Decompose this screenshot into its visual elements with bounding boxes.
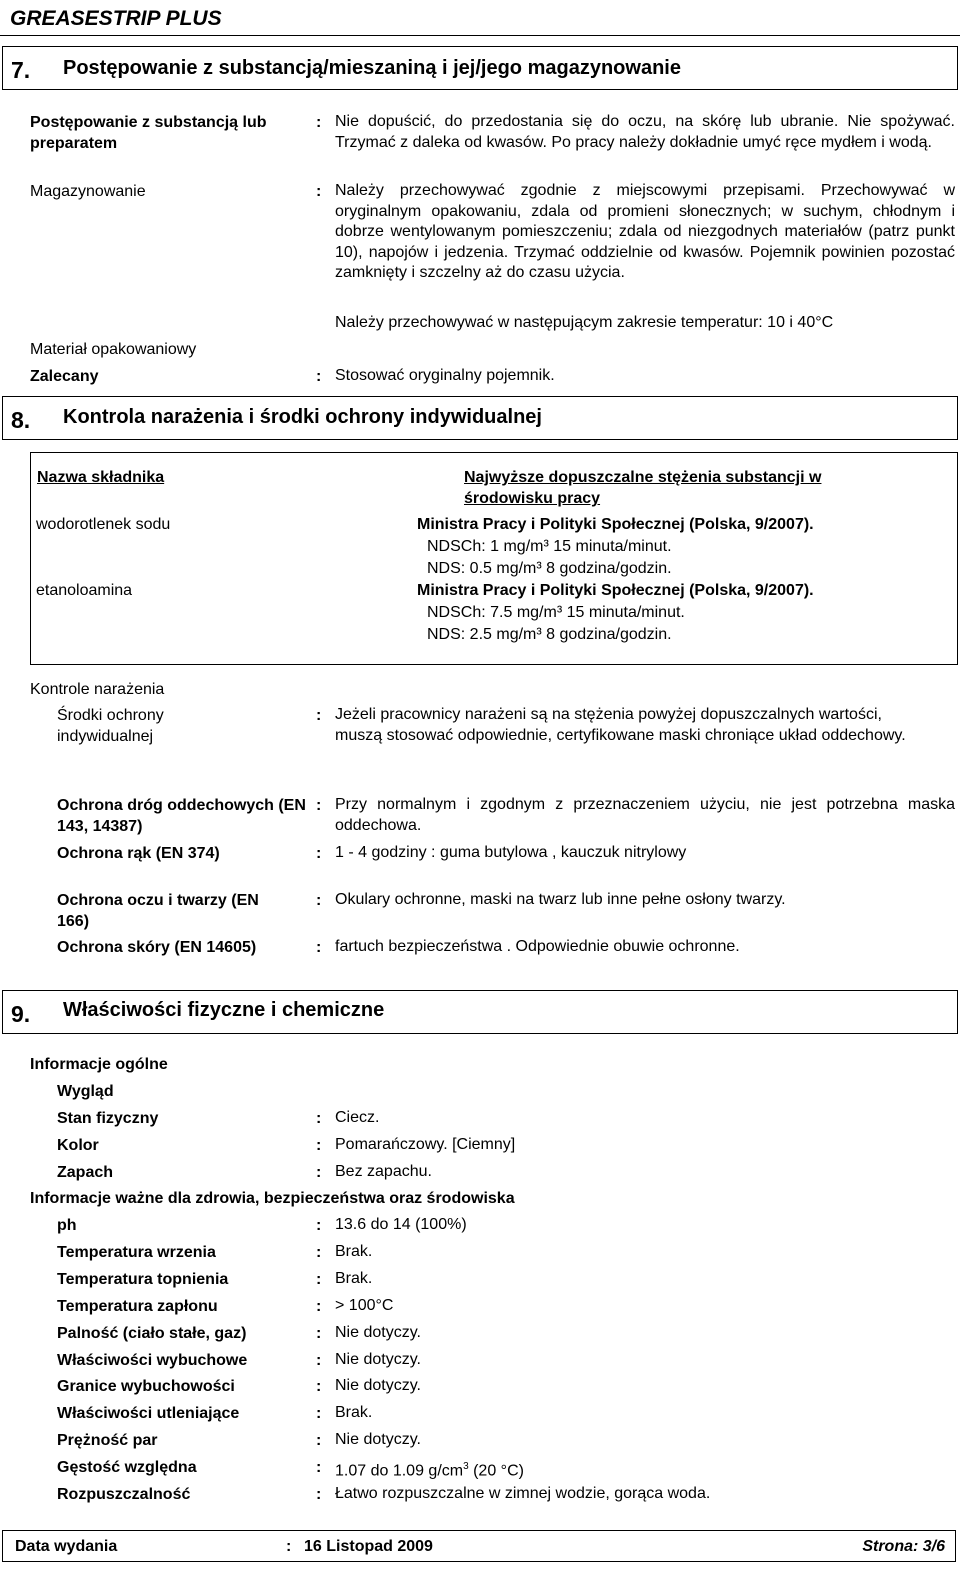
colon: : [316,1270,322,1288]
header-rule [0,35,960,36]
property-label: Zapach [57,1163,114,1181]
table-header-limits: Najwyższe dopuszczalne stężenia substancji w środowisku pracy [464,469,822,507]
skin-protection-label: Ochrona skóry (EN 14605) [57,939,257,956]
property-value [335,1162,955,1183]
issue-date-label: Data wydania [15,1538,118,1555]
property-value [335,1457,955,1482]
property-value [335,1242,955,1263]
unit-superscript: 3 [463,1461,469,1473]
property-value-text: > 100°C [335,1296,394,1314]
property-label: Stan fizyczny [57,1110,159,1127]
colon: : [316,1136,322,1154]
property-value [335,1108,955,1129]
property-value [335,1215,955,1236]
important-info-label: Informacje ważne dla zdrowia, bezpieczeństwa oraz środowiska [30,1190,515,1207]
colon: : [316,1243,322,1261]
section-7-header [2,46,958,90]
colon: : [316,1351,322,1369]
colon: : [316,368,322,385]
colon: : [316,1110,322,1127]
property-value [335,1376,955,1397]
storage-temperature: Należy przechowywać w następującym zakresie temperatur: 10 i 40°C [335,314,834,331]
colon: : [316,1217,322,1234]
colon: : [316,1163,322,1181]
section-9-header [2,990,958,1034]
colon: : [316,1405,322,1423]
colon: : [316,114,322,131]
exposure-controls-label: Kontrole narażenia [30,681,165,698]
colon: : [316,1432,322,1450]
skin-protection-text: fartuch bezpieczeństwa . Odpowiednie obuwie ochronne. [335,938,740,955]
property-label: Właściwości wybuchowe [57,1351,248,1369]
property-value-text: Nie dotyczy. [335,1323,421,1341]
ppe-text-line2: muszą stosować odpowiednie, certyfikowane maski chroniące układ oddechowy. [335,726,906,744]
recommended-text: Stosować oryginalny pojemnik. [335,367,555,384]
colon: : [316,707,322,724]
property-label: Gęstość względna [57,1459,197,1477]
table-cell-component: etanoloamina [36,582,133,599]
recommended-label: Zalecany [30,368,99,385]
handling-label: Postępowanie z substancją lub preparatem [30,114,267,152]
ppe-label: Środki ochrony indywidualnej [57,707,164,745]
property-value-text: Brak. [335,1242,373,1260]
property-value-tail: (20 °C) [468,1462,524,1480]
respiratory-protection-label: Ochrona dróg oddechowych (EN 143, 14387) [57,797,306,835]
table-cell-source: Ministra Pracy i Polityki Społecznej (Polska, 9/2007). [417,582,814,599]
property-value-text: Łatwo rozpuszczalne w zimnej wodzie, gorąca woda. [335,1485,711,1502]
page-number: Strona: 3/6 [862,1538,945,1555]
section-number: 7. [11,57,31,83]
exposure-limits-table [30,452,958,665]
colon: : [316,939,322,956]
property-value-text: Brak. [335,1404,373,1422]
colon: : [316,892,322,909]
property-label: Właściwości utleniające [57,1405,240,1423]
property-value [335,1484,955,1505]
section-8-header [2,396,958,440]
property-label: Temperatura topnienia [57,1270,229,1288]
property-label: Palność (ciało stałe, gaz) [57,1324,247,1342]
storage-text: Należy przechowywać zgodnie z miejscowymi przepisami. Przechowywać w oryginalnym opakowaniu, zdala od promieni słonecznych; w suchym, chłodnym i dobrze wentylowanym pomieszczeniu; zdala od niezgodnych materiałów (patrz punkt 10), napojów i jedzenia. Trzymać oddzielnie od kwasów. Pojemnik powinien pozostać zamknięty i szczelny aż do czasu użycia. [335,182,955,282]
property-value-text: Bez zapachu. [335,1162,432,1180]
property-value [335,1323,955,1344]
property-label: Rozpuszczalność [57,1486,191,1503]
table-cell-ndsch: NDSCh: 1 mg/m³ 15 minuta/minut. [427,538,672,555]
section-number: 8. [11,407,31,433]
property-value [335,1296,955,1317]
property-label: Kolor [57,1136,99,1154]
property-value [335,1269,955,1290]
footer-bar [2,1530,956,1562]
handling-text: Nie dopuścić, do przedostania się do oczu, na skórę lub ubranie. Nie spożywać. Trzymać z daleka od kwasów. Po pracy należy dokładnie umyć ręce mydłem i wodą. [335,113,955,151]
section-number: 9. [11,1001,31,1027]
table-cell-ndsch: NDSCh: 7.5 mg/m³ 15 minuta/minut. [427,604,685,621]
colon: : [316,183,322,200]
property-label: Prężność par [57,1432,158,1450]
colon: : [316,797,322,814]
section-title: Kontrola narażenia i środki ochrony indywidualnej [63,406,542,428]
general-info-label: Informacje ogólne [30,1056,168,1073]
hand-protection-text: 1 - 4 godziny : guma butylowa , kauczuk nitrylowy [335,844,687,861]
colon: : [316,1297,322,1315]
colon: : [316,1459,322,1477]
eye-protection-text: Okulary ochronne, maski na twarz lub inne pełne osłony twarzy. [335,891,786,908]
table-cell-nds: NDS: 0.5 mg/m³ 8 godzina/godzin. [427,560,672,577]
storage-label: Magazynowanie [30,183,146,200]
ppe-text [335,705,955,746]
table-header-name: Nazwa składnika [37,469,165,486]
table-cell-component: wodorotlenek sodu [36,516,171,533]
eye-protection-label: Ochrona oczu i twarzy (EN 166) [57,892,259,930]
product-name: GREASESTRIP PLUS [10,7,222,30]
property-label: Temperatura wrzenia [57,1243,216,1261]
property-value [335,1135,955,1156]
property-value [335,1350,955,1371]
packaging-label: Materiał opakowaniowy [30,341,197,358]
property-label: Temperatura zapłonu [57,1297,218,1315]
property-value [335,1430,955,1451]
property-label: Granice wybuchowości [57,1378,235,1396]
section-title: Postępowanie z substancją/mieszaniną i jej/jego magazynowanie [63,57,681,79]
table-cell-nds: NDS: 2.5 mg/m³ 8 godzina/godzin. [427,626,672,643]
appearance-label: Wygląd [57,1083,114,1100]
property-value-text: Ciecz. [335,1109,380,1126]
property-value-text: 1.07 do 1.09 g/cm [335,1462,464,1480]
colon: : [316,1324,322,1342]
property-value [335,1403,955,1424]
property-value-text: Nie dotyczy. [335,1431,421,1449]
ppe-text-line1: Jeżeli pracownicy narażeni są na stężenia powyżej dopuszczalnych wartości, [335,706,882,723]
hand-protection-label: Ochrona rąk (EN 374) [57,845,220,862]
respiratory-protection-text: Przy normalnym i zgodnym z przeznaczeniem użyciu, nie jest potrzebna maska oddechowa. [335,796,955,834]
property-value-text: Nie dotyczy. [335,1350,421,1368]
colon: : [316,1378,322,1396]
property-label: ph [57,1217,77,1234]
section-title: Właściwości fizyczne i chemiczne [63,999,385,1021]
issue-date: 16 Listopad 2009 [304,1538,433,1555]
table-cell-source: Ministra Pracy i Polityki Społecznej (Polska, 9/2007). [417,516,814,533]
colon: : [316,845,322,862]
property-value-text: Pomarańczowy. [Ciemny] [335,1135,516,1153]
colon: : [286,1538,292,1555]
property-value-text: Nie dotyczy. [335,1377,421,1395]
property-value-text: 13.6 do 14 (100%) [335,1216,467,1233]
colon: : [316,1486,322,1503]
property-value-text: Brak. [335,1269,373,1287]
